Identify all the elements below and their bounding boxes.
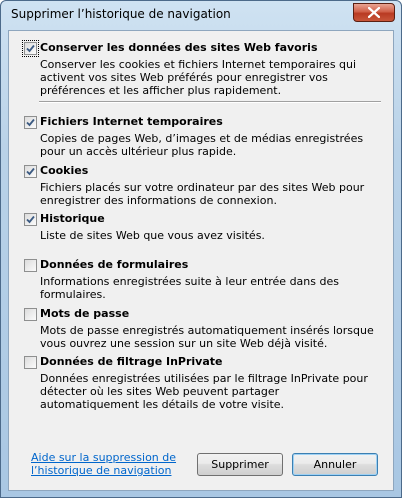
inprivate-checkbox[interactable] <box>24 356 37 369</box>
inprivate-description: Données enregistrées utilisées par le filtrage InPrivate pour détecter où les sites Web peuvent partager automatiquement les détails de votre visite. <box>40 372 368 411</box>
delete-button[interactable]: Supprimer <box>197 453 283 476</box>
cookies-checkbox[interactable] <box>24 165 37 178</box>
form-data-label[interactable]: Données de formulaires <box>40 258 189 271</box>
favorites-description: Conserver les cookies et fichiers Internet temporaires qui activent vos sites Web préférés pour enregistrer vos préférences et les afficher plus rapidement. <box>40 58 357 97</box>
inprivate-label[interactable]: Données de filtrage InPrivate <box>40 355 223 368</box>
help-link[interactable]: Aide sur la suppression de l’historique de navigation <box>31 451 177 477</box>
form-data-description: Informations enregistrées suite à leur entrée dans des formulaires. <box>40 275 339 301</box>
temp-files-checkbox[interactable] <box>24 116 37 129</box>
passwords-checkbox[interactable] <box>24 308 37 321</box>
dialog-title: Supprimer l’historique de navigation <box>11 7 231 21</box>
temp-files-label[interactable]: Fichiers Internet temporaires <box>40 115 223 128</box>
form-data-checkbox[interactable] <box>24 259 37 272</box>
cookies-description: Fichiers placés sur votre ordinateur par des sites Web pour enregistrer des informations de connexion. <box>40 181 365 207</box>
checkmark-icon <box>26 215 35 224</box>
close-icon <box>368 7 380 18</box>
passwords-label[interactable]: Mots de passe <box>40 307 130 320</box>
passwords-description: Mots de passe enregistrés automatiquement insérés lorsque vous ouvrez une session sur un site Web déjà visité. <box>40 324 374 350</box>
separator <box>39 101 381 103</box>
history-checkbox[interactable] <box>24 213 37 226</box>
checkmark-icon <box>26 167 35 176</box>
close-button[interactable] <box>353 3 395 22</box>
favorites-checkbox[interactable] <box>24 42 37 55</box>
cookies-label[interactable]: Cookies <box>40 164 89 177</box>
checkmark-icon <box>26 44 35 53</box>
history-label[interactable]: Historique <box>40 212 105 225</box>
dialog-body <box>8 30 394 491</box>
history-description: Liste de sites Web que vous avez visités. <box>40 229 265 242</box>
favorites-label[interactable]: Conserver les données des sites Web favoris <box>40 41 318 54</box>
checkmark-icon <box>26 118 35 127</box>
cancel-button[interactable]: Annuler <box>292 453 378 476</box>
temp-files-description: Copies de pages Web, d’images et de médias enregistrées pour un accès ultérieur plus rapide. <box>40 132 364 158</box>
